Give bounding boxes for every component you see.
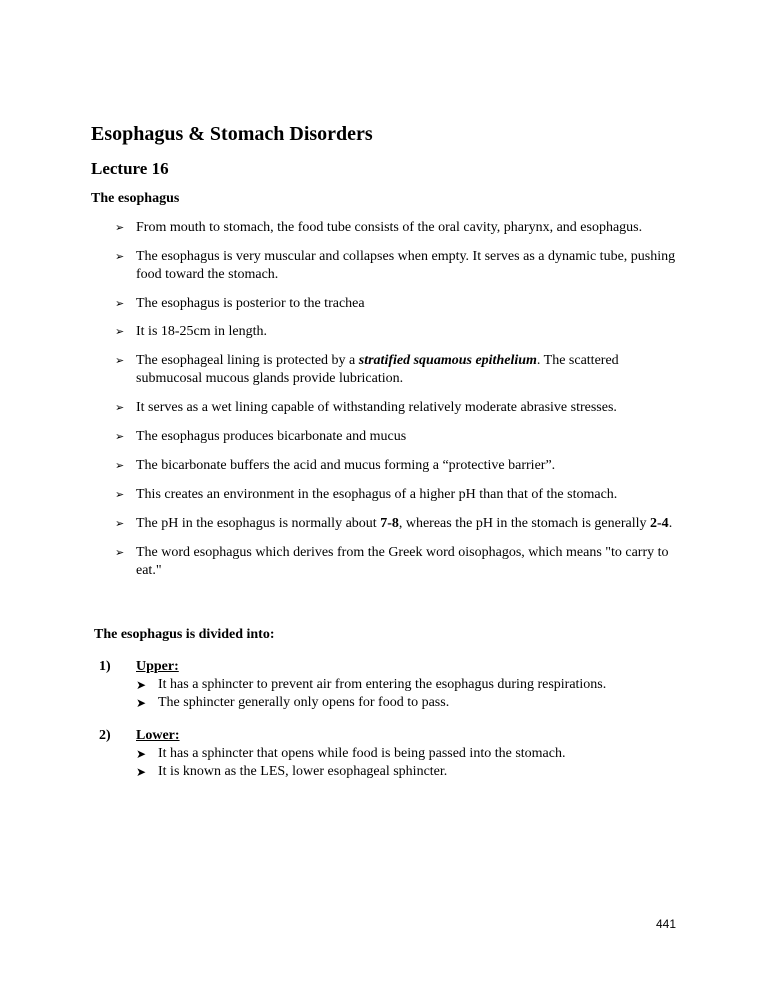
list-item [136, 694, 606, 712]
division-number: 2) [99, 728, 111, 743]
list-item [0, 428, 676, 446]
division-heading: Lower: [136, 728, 180, 743]
arrow-bullet-icon: ➢ [115, 355, 125, 367]
bullet-text: The bicarbonate buffers the acid and mucus forming a “protective barrier”. [136, 458, 556, 473]
bullet-text: The word esophagus which derives from the Greek word oisophagos, which means "to carry to eat." [136, 545, 669, 578]
arrow-bullet-icon: ➢ [115, 431, 125, 443]
section-heading: The esophagus [91, 191, 180, 206]
emphasized-term: stratified squamous epithelium [358, 353, 537, 368]
ph-value: 7-8 [380, 516, 399, 531]
document-title: Esophagus & Stomach Disorders [91, 123, 373, 145]
bullet-text: The esophagus is posterior to the trachea [136, 296, 365, 311]
arrowhead-bullet-icon: ➤ [136, 747, 147, 761]
arrow-bullet-icon: ➢ [115, 518, 125, 530]
bullet-text: The esophagus is very muscular and collapses when empty. It serves as a dynamic tube, pushing food toward the stomach. [136, 249, 676, 282]
arrow-bullet-icon: ➢ [115, 402, 125, 414]
arrow-bullet-icon: ➢ [115, 251, 125, 263]
bullet-text: . The scattered submucosal mucous glands provide lubrication. [136, 353, 619, 386]
bullet-text: This creates an environment in the esophagus of a higher pH than that of the stomach. [136, 487, 618, 502]
point-text: It is known as the LES, lower esophageal sphincter. [158, 764, 448, 779]
division-points [136, 745, 606, 781]
divisions-heading: The esophagus is divided into: [94, 627, 275, 642]
bullet-text: It serves as a wet lining capable of withstanding relatively moderate abrasive stresses. [136, 400, 617, 415]
list-item [0, 399, 676, 417]
list-item [0, 295, 676, 313]
esophagus-facts-list [0, 219, 676, 591]
division-number: 1) [99, 659, 111, 674]
list-item [136, 745, 606, 763]
list-item [0, 515, 676, 533]
lecture-number: Lecture 16 [91, 159, 169, 178]
page-number: 441 [656, 917, 677, 931]
arrow-bullet-icon: ➢ [115, 298, 125, 310]
list-item [136, 763, 606, 781]
list-item [0, 352, 676, 388]
arrow-bullet-icon: ➢ [115, 222, 125, 234]
arrowhead-bullet-icon: ➤ [136, 696, 147, 710]
list-item [0, 248, 676, 284]
division-upper [0, 658, 606, 712]
point-text: It has a sphincter to prevent air from entering the esophagus during respirations. [158, 677, 607, 692]
list-item [0, 486, 676, 504]
arrow-bullet-icon: ➢ [115, 547, 125, 559]
bullet-text: The pH in the esophagus is normally about [136, 516, 381, 531]
division-lower [0, 727, 606, 781]
bullet-text: From mouth to stomach, the food tube consists of the oral cavity, pharynx, and esophagus. [136, 220, 643, 235]
arrowhead-bullet-icon: ➤ [136, 678, 147, 692]
division-heading: Upper: [136, 659, 179, 674]
arrow-bullet-icon: ➢ [115, 460, 125, 472]
list-item [0, 323, 676, 341]
bullet-text: It is 18-25cm in length. [136, 324, 268, 339]
point-text: The sphincter generally only opens for food to pass. [158, 695, 450, 710]
list-item [136, 676, 606, 694]
bullet-text: . [668, 516, 673, 531]
arrow-bullet-icon: ➢ [115, 489, 125, 501]
arrow-bullet-icon: ➢ [115, 326, 125, 338]
bullet-text: , whereas the pH in the stomach is generally [398, 516, 651, 531]
point-text: It has a sphincter that opens while food is being passed into the stomach. [158, 746, 566, 761]
list-item [0, 544, 676, 580]
divisions-list [0, 658, 606, 796]
bullet-text: The esophagus produces bicarbonate and mucus [136, 429, 407, 444]
ph-value: 2-4 [650, 516, 669, 531]
division-points [136, 676, 606, 712]
list-item [0, 219, 676, 237]
list-item [0, 457, 676, 475]
arrowhead-bullet-icon: ➤ [136, 765, 147, 779]
bullet-text: The esophageal lining is protected by a [136, 353, 359, 368]
